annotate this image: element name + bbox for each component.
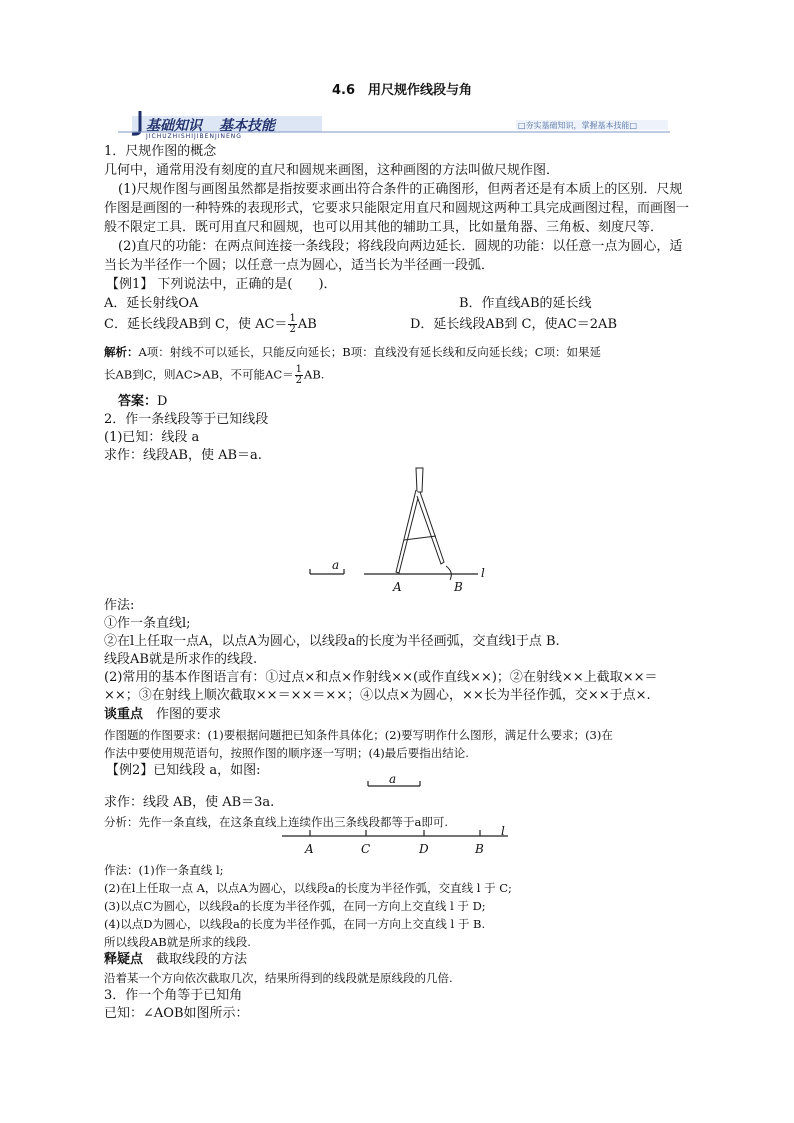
solution-line2 <box>104 365 324 386</box>
answer-value: D <box>157 394 168 409</box>
key-point-title: 作图的要求 <box>156 707 222 722</box>
fig-label-A: A <box>393 580 402 594</box>
option-b: B．作直线AB的延长线 <box>459 296 592 311</box>
section3-heading: 3．作一个角等于已知角 <box>104 988 243 1003</box>
page-title: 4.6 用尺规作线段与角 <box>332 83 473 98</box>
ex2-step2: (2)在l上任取一点 A，以点A为圆心，以线段a的长度为半径作弧，交直线 l 于 C; <box>104 881 512 895</box>
s1-paragraph2-line2: 作图是画图的一种特殊的表现形式，它要求只能限定用直尺和圆规这两种工具完成画图过程，而画图一 <box>104 201 690 216</box>
note-heading <box>104 951 247 969</box>
answer-line <box>118 393 167 411</box>
ex2-step3: (3)以点C为圆心，以线段a的长度为半径作弧，在同一方向上交直线 l 于 D; <box>104 899 486 913</box>
section1-heading: 1．尺规作图的概念 <box>104 144 217 159</box>
fig-label-B: B <box>454 580 463 594</box>
option-c <box>104 314 317 335</box>
fraction-half-2 <box>295 365 303 386</box>
solution-label: 解析： <box>104 345 139 359</box>
solution-line1 <box>104 343 601 361</box>
line-label-C: C <box>361 842 371 856</box>
fraction-numerator: 1 <box>289 313 296 324</box>
s1-paragraph3-line1: (2)直尺的功能：在两点间连接一条线段；将线段向两边延长．圆规的功能：以任意一点为圆心，适 <box>118 239 683 254</box>
note-title: 截取线段的方法 <box>156 952 248 967</box>
s1-paragraph3-line2: 当长为半径作一个圆；以任意一点为圆心，适当长为半径画一段弧． <box>104 258 495 273</box>
s3-given: 已知：∠AOB如图所示： <box>104 1006 249 1021</box>
section2-heading: 2．作一条线段等于已知线段 <box>104 412 269 427</box>
line-label-D: D <box>419 842 429 856</box>
example1-question: 【例1】 下列说法中，正确的是( )． <box>106 277 337 292</box>
banner-mid-text: 基本技能 <box>219 118 275 134</box>
s1-paragraph1: 几何中，通常用没有刻度的直尺和圆规来画图，这种画图的方法叫做尺规作图． <box>104 163 560 178</box>
s2-requirement: 求作：线段AB，使 AB＝a. <box>104 448 262 463</box>
key-point-heading <box>104 706 221 724</box>
option-a: A．延长射线OA <box>104 296 199 311</box>
method-conclusion: 线段AB就是所求作的线段. <box>104 652 258 667</box>
language-line1: (2)常用的基本作图语言有：①过点×和点×作射线××(或作直线××)；②在射线××上截取××＝ <box>104 670 658 685</box>
s1-paragraph2-line1: (1)尺规作图与画图虽然都是指按要求画出符合条件的正确图形，但两者还是有本质上的区别．尺规 <box>118 182 683 197</box>
fig-label-l: l <box>481 566 485 580</box>
option-c-tail: AB <box>297 317 317 332</box>
fraction-denominator: 2 <box>289 324 296 335</box>
fig-label-a: a <box>332 558 340 572</box>
key-point-line2: 作法中要使用规范语句，按照作图的顺序逐一写明；(4)最后要指出结论. <box>104 746 469 760</box>
segment-a-label: a <box>389 772 397 786</box>
s1-paragraph2-line3: 般不限定工具．既可用直尺和圆规，也可以用其他的辅助工具，比如量角器、三角板、刻度尺等． <box>104 220 664 235</box>
line-label-B: B <box>475 842 484 856</box>
ex2-step1: 作法：(1)作一条直线 l; <box>104 863 224 877</box>
example2-question: 【例2】已知线段 a，如图: <box>106 763 261 778</box>
key-point-line1: 作图题的作图要求：(1)要根据问题把已知条件具体化；(2)要写明作什么图形，满足什么要求；(3)在 <box>104 728 613 742</box>
answer-label: 答案： <box>118 394 158 409</box>
fraction-half <box>288 314 296 335</box>
solution-text1: A项：射线不可以延长，只能反向延长；B项：直线没有延长线和反向延长线；C项：如果延 <box>138 345 602 359</box>
ex2-step4: (4)以点D为圆心，以线段a的长度为半径作弧，在同一方向上交直线 l 于 B. <box>104 917 486 931</box>
example2-requirement: 求作：线段 AB，使 AB＝3a. <box>104 795 275 810</box>
s2-given: (1)已知：线段 a <box>104 430 200 445</box>
example2-analysis: 分析：先作一条直线，在这条直线上连续作出三条线段都等于a即可. <box>104 815 449 829</box>
method-step2: ②在l上任取一点A，以点A为圆心，以线段a的长度为半径画弧，交直线l于点 B. <box>104 634 560 649</box>
banner-pinyin: JICHUZHISHIJIBENJINENG <box>146 133 242 140</box>
method-step1: ①作一条直线l; <box>104 616 191 631</box>
solution-text2: 长AB到C，则AC>AB，不可能AC＝ <box>104 367 294 382</box>
option-c-text: C．延长线段AB到 C，使 AC＝ <box>104 317 288 332</box>
ex2-conclusion: 所以线段AB就是所求的线段. <box>104 935 251 949</box>
banner-left-text: 基础知识 <box>146 118 202 134</box>
note-label: 释疑点 <box>104 952 144 967</box>
option-d: D．延长线段AB到 C，使AC＝2AB <box>410 317 617 332</box>
fraction2-denominator: 2 <box>295 375 303 386</box>
section-banner <box>118 108 670 138</box>
key-point-label: 谈重点 <box>104 707 144 722</box>
banner-right-text: □夯实基础知识，掌握基本技能□ <box>518 121 638 130</box>
line-label-l: l <box>501 824 505 838</box>
language-line2: ××；③在射线上顺次截取××＝××＝××；④以点×为圆心，××长为半径作弧，交××于点×. <box>104 688 651 703</box>
fraction2-numerator: 1 <box>295 364 303 375</box>
method-label: 作法: <box>104 598 135 613</box>
note-line1: 沿着某一个方向依次截取几次，结果所得到的线段就是原线段的几倍. <box>104 971 453 985</box>
line-label-A: A <box>305 842 314 856</box>
solution-text2-tail: AB. <box>304 367 325 382</box>
